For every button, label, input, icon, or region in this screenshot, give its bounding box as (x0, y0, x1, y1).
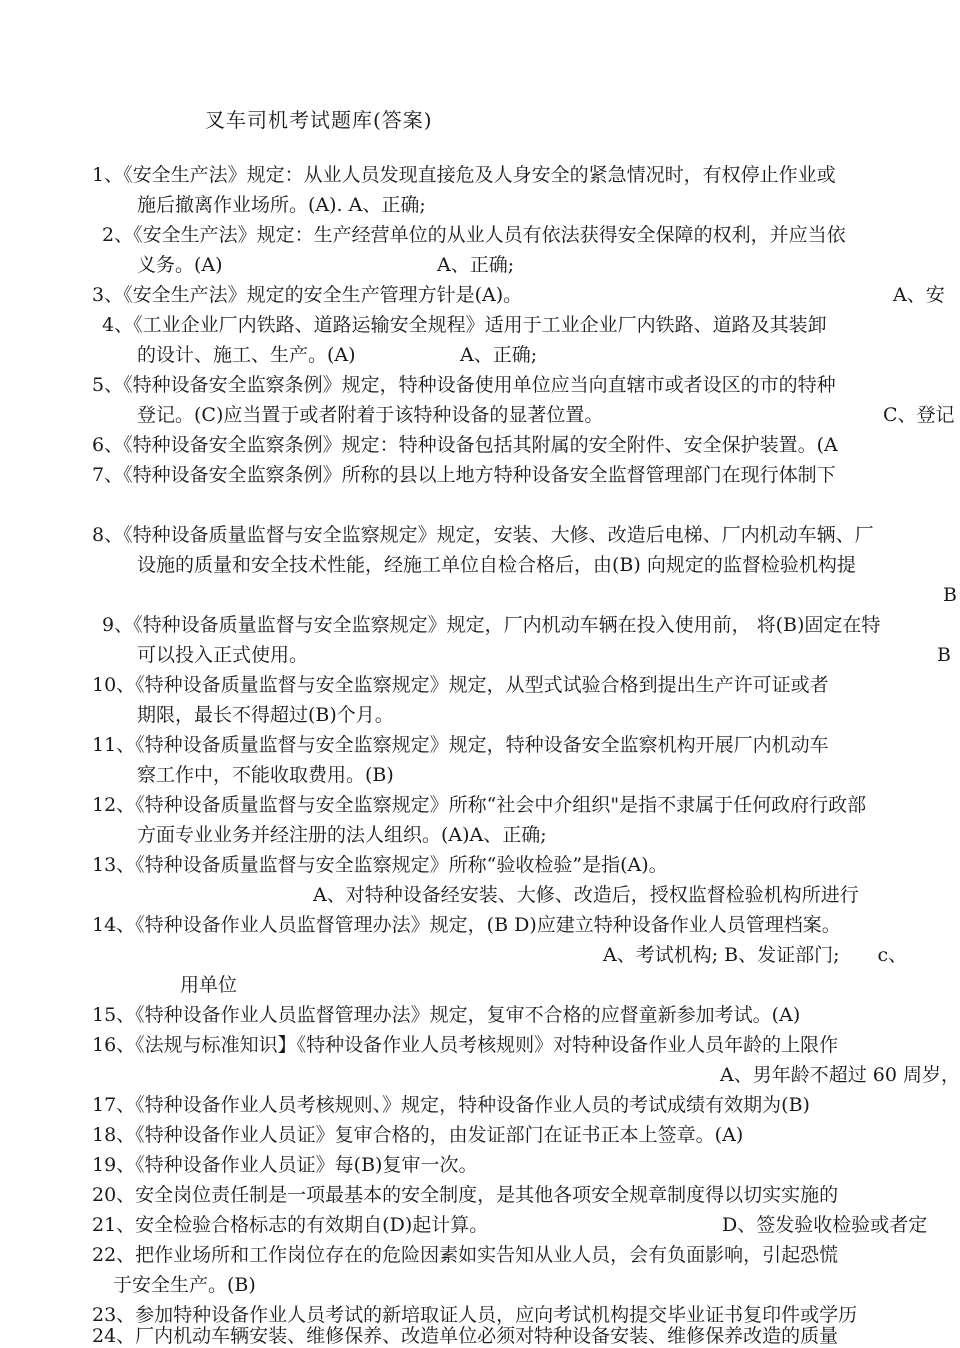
text-line: 期限，最长不得超过(B)个月。 (137, 704, 394, 726)
text-line: 设施的质量和安全技术性能，经施工单位自检合格后，由(B) 向规定的监督检验机构提 (137, 554, 856, 576)
page-title: 叉车司机考试题库(答案) (205, 108, 433, 132)
text-line: 15、《特种设备作业人员监督管理办法》规定，复审不合格的应督童新参加考试。(A) (92, 1004, 801, 1026)
text-line: 21、安全检验合格标志的有效期自(D)起计算。 (92, 1214, 489, 1236)
text-line: 1、《安全生产法》规定：从业人员发现直接危及人身安全的紧急情况时，有权停止作业或 (92, 164, 836, 186)
text-line: 17、《特种设备作业人员考核规则、》规定，特种设备作业人员的考试成绩有效期为(B) (92, 1094, 810, 1116)
text-line: A、正确; (460, 344, 538, 366)
text-line: 可以投入正式使用。 (137, 644, 309, 666)
text-line: 19、《特种设备作业人员证》每(B)复审一次。 (92, 1154, 478, 1176)
text-line: B (937, 644, 951, 666)
text-line: 22、把作业场所和工作岗位存在的危险因素如实告知从业人员，会有负面影响，引起恐慌 (92, 1244, 839, 1266)
text-line: D、签发验收检验或者定 (722, 1214, 928, 1236)
text-line: 6、《特种设备安全监察条例》规定：特种设备包括其附属的安全附件、安全保护装置。(A (92, 434, 838, 456)
text-line: B (943, 584, 957, 606)
text-line: 7、《特种设备安全监察条例》所称的县以上地方特种设备安全监督管理部门在现行体制下 (92, 464, 836, 486)
text-line: 23、参加特种设备作业人员考试的新培取证人员，应向考试机构提交毕业证书复印件或学历 (92, 1304, 858, 1326)
text-line: A、安 (893, 284, 945, 306)
text-line: 13、《特种设备质量监督与安全监察规定》所称“验收检验”是指(A)。 (92, 854, 668, 876)
text-line: 用单位 (180, 974, 238, 996)
text-line: 8、《特种设备质量监督与安全监察规定》规定，安装、大修、改造后电梯、厂内机动车辆、厂 (92, 524, 874, 546)
text-line: 14、《特种设备作业人员监督管理办法》规定，(B D)应建立特种设备作业人员管理档案。 (92, 914, 841, 936)
text-line: 于安全生产。(B) (113, 1274, 256, 1296)
text-line: 4、《工业企业厂内铁路、道路运输安全规程》适用于工业企业厂内铁路、道路及其装卸 (102, 314, 827, 336)
text-line: 11、《特种设备质量监督与安全监察规定》规定，特种设备安全监察机构开展厂内机动车 (92, 734, 829, 756)
text-line: 9、《特种设备质量监督与安全监察规定》规定，厂内机动车辆在投入使用前， 将(B)固定在特 (102, 614, 881, 636)
text-line: 18、《特种设备作业人员证》复审合格的，由发证部门在证书正本上签章。(A) (92, 1124, 744, 1146)
text-line: 的设计、施工、生产。(A) (137, 344, 356, 366)
text-line: 12、《特种设备质量监督与安全监察规定》所称“社会中介组织"是指不隶属于任何政府行政部 (92, 794, 867, 816)
text-line: 方面专业业务并经注册的法人组织。(A)A、正确; (137, 824, 547, 846)
text-line: A、男年龄不超过 60 周岁， (720, 1064, 960, 1086)
text-line: C、登记 (883, 404, 955, 426)
text-line: A、正确; (437, 254, 515, 276)
text-line: 察工作中，不能收取费用。(B) (137, 764, 394, 786)
text-line: 施后撤离作业场所。(A). A、正确; (137, 194, 426, 216)
text-line: A、考试机构; B、发证部门; c、 (603, 944, 908, 966)
text-line: 登记。(C)应当置于或者附着于该特种设备的显著位置。 (137, 404, 604, 426)
text-line: A、对特种设备经安装、大修、改造后，授权监督检验机构所进行 (313, 884, 859, 906)
text-line: 10、《特种设备质量监督与安全监察规定》规定，从型式试验合格到提出生产许可证或者 (92, 674, 829, 696)
text-line: 20、安全岗位责任制是一项最基本的安全制度，是其他各项安全规章制度得以切实实施的 (92, 1184, 839, 1206)
text-line: 24、厂内机动车辆安装、维修保养、改造单位必须对特种设备安装、维修保养改造的质量 (92, 1325, 839, 1347)
text-line: 2、《安全生产法》规定：生产经营单位的从业人员有依法获得安全保障的权利，并应当依 (102, 224, 846, 246)
text-line: 3、《安全生产法》规定的安全生产管理方针是(A)。 (92, 284, 523, 306)
text-line: 义务。(A) (137, 254, 223, 276)
text-line: 16、《法规与标准知识】《特种设备作业人员考核规则》对特种设备作业人员年龄的上限作 (92, 1034, 839, 1056)
text-line: 5、《特种设备安全监察条例》规定，特种设备使用单位应当向直辖市或者设区的市的特种 (92, 374, 836, 396)
